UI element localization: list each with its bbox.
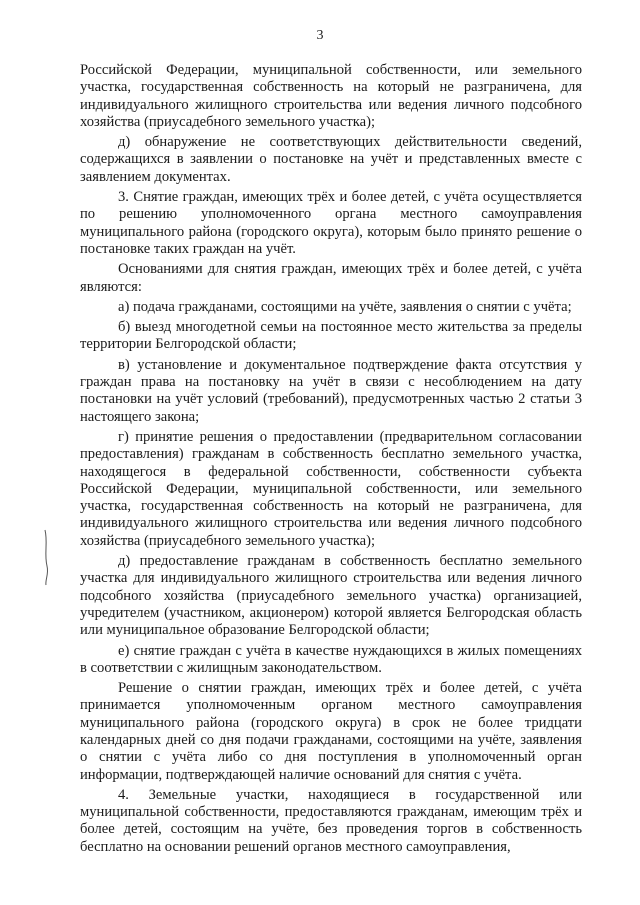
paragraph-section-3: 3. Снятие граждан, имеющих трёх и более детей, с учёта осуществляется по решению уполномоченного органа местного самоуправления муниципального района (городского округа), которым было принято решение о постановке таких граждан на учёт. [80, 189, 582, 257]
page-number: 3 [316, 28, 324, 43]
paragraph-item-b: б) выезд многодетной семьи на постоянное место жительства за пределы территории Белгородской области; [80, 319, 582, 353]
paragraph-decision: Решение о снятии граждан, имеющих трёх и более детей, с учёта принимается уполномоченным органом местного самоуправления муниципального района (городского округа) в срок не более тридцати календарных дней со дня подачи гражданами, состоящими на учёте, заявления о снятии с учёта либо со дня поступления в уполномоченный орган информации, подтверждающей наличие оснований для снятия с учёта. [80, 680, 582, 783]
paragraph-item-d2: д) предоставление гражданам в собственность бесплатно земельного участка для индивидуального жилищного строительства или ведения личного подсобного хозяйства (приусадебного земельного участка) организацией, учредителем (участником, акционером) которой является Белгородская область или муниципальное образование Белгородской области; [80, 553, 582, 639]
paragraph-item-e: е) снятие граждан с учёта в качестве нуждающихся в жилых помещениях в соответствии с жилищным законодательством. [80, 642, 582, 676]
paragraph-continuation: Российской Федерации, муниципальной собственности, или земельного участка, государственная собственность на который не разграничена, для индивидуального жилищного строительства или ведения личного подсобного хозяйства (приусадебного земельного участка); [80, 62, 582, 130]
document-body [80, 62, 582, 859]
margin-pencil-mark [42, 528, 52, 586]
paragraph-item-v: в) установление и документальное подтверждение факта отсутствия у граждан права на постановку на учёт в связи с несоблюдением на дату постановки на учёт условий (требований), предусмотренных частью 2 статьи 3 настоящего закона; [80, 356, 582, 425]
paragraph-item-a: а) подача гражданами, состоящими на учёте, заявления о снятии с учёта; [118, 298, 572, 315]
paragraph-grounds-intro: Основаниями для снятия граждан, имеющих трёх и более детей, с учёта являются: [80, 261, 582, 295]
paragraph-section-4: 4. Земельные участки, находящиеся в государственной или муниципальной собственности, предоставляются гражданам, имеющим трёх и более детей, состоящим на учёте, без проведения торгов в собственность бесплатно на основании решений органов местного самоуправления, [80, 786, 582, 855]
paragraph-item-g: г) принятие решения о предоставлении (предварительном согласовании предоставления) гражданам в собственность бесплатно земельного участка, находящегося в федеральной собственности, собственности субъекта Российской Федерации, муниципальной собственности, или земельного участка, государственная собственность на который не разграничена, для индивидуального жилищного строительства или ведения личного подсобного хозяйства (приусадебного земельного участка); [80, 428, 582, 549]
paragraph-item-d: д) обнаружение не соответствующих действительности сведений, содержащихся в заявлении о постановке на учёт и представленных вместе с заявлением документах. [80, 134, 582, 185]
